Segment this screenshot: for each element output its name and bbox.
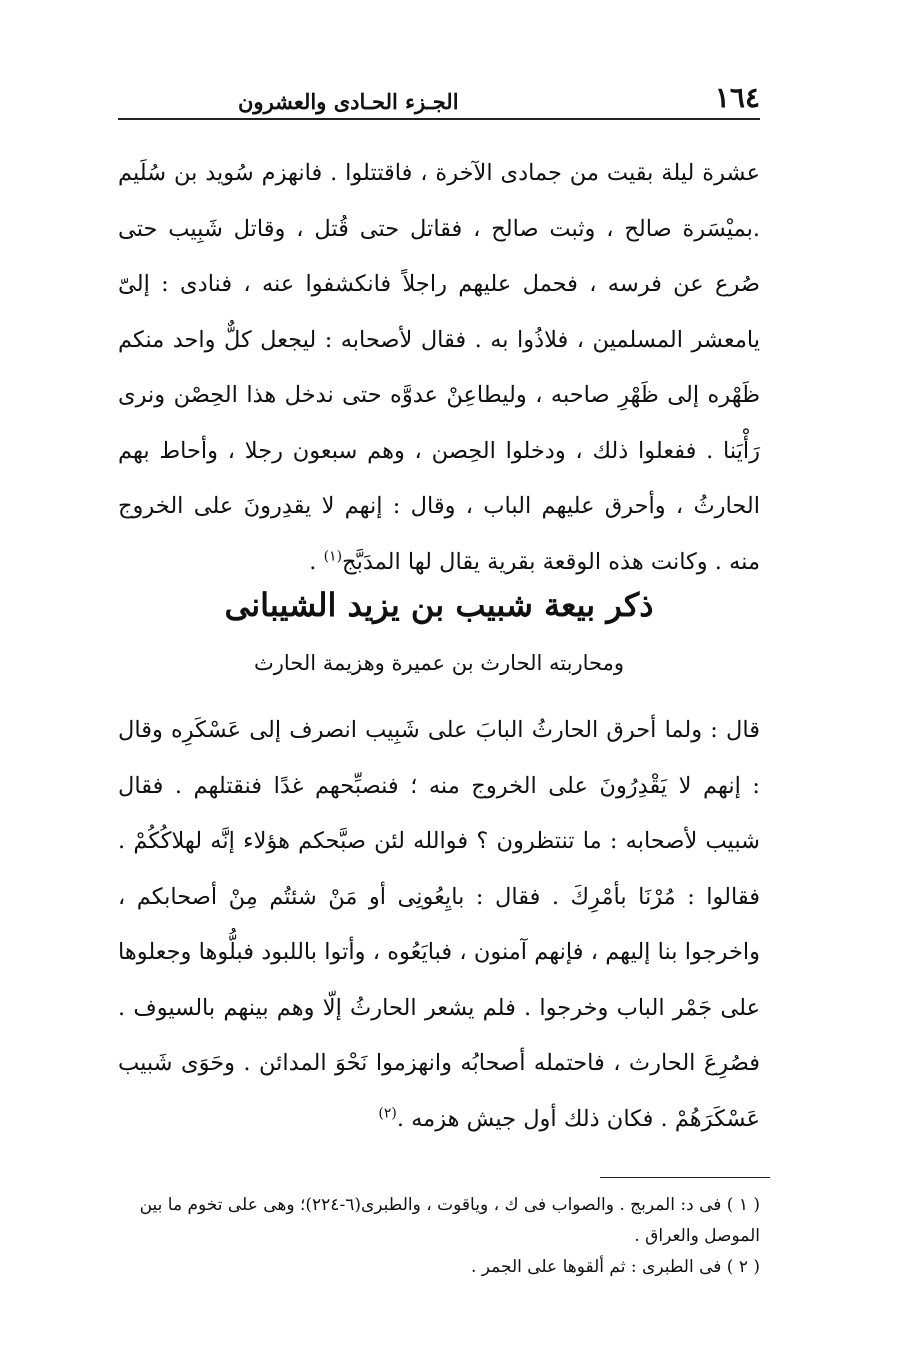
section-subtitle: ومحاربته الحارث بن عميرة وهزيمة الحارث (254, 651, 624, 675)
section-title: ذكر بيعة شبيب بن يزيد الشيبانى (224, 586, 654, 624)
page-header (118, 72, 760, 112)
footnotes (118, 1190, 760, 1283)
paragraph-1-tail: . (309, 548, 324, 575)
footnote-marker-2: (٢) (378, 1105, 397, 1121)
page-number: ١٦٤ (714, 81, 760, 114)
footnote-divider (600, 1177, 770, 1178)
paragraph-2-text: قال : ولما أحرق الحارثُ البابَ على شَبِيب انصرف إلى عَسْكَرِه وقال : إنهم لا يَقْدِرُونَ على الخروج منه ؛ فنصبِّحهم غدًا فنقتلهم . فقال شبيب لأصحابه : ما تنتظرون ؟ فوالله لئن صبَّحكم هؤلاء إنَّه لهلاكُكُمْ . فقالوا : مُرْنَا بأمْرِكَ . فقال : بايِعُونِى أو مَنْ شئتُم مِنْ أصحابكم ، واخرجوا بنا إليهم ، فإنهم آمنون ، فبايَعُوه ، وأتوا باللبود فبلُّوها وجعلوها على جَمْر الباب وخرجوا . فلم يشعر الحارثُ إلّا وهم بينهم بالسيوف . فصُرِعَ الحارث ، فاحتمله أصحابُه وانهزموا نَحْوَ المدائن . وحَوَى شَبيب عَسْكَرَهُمْ . فكان ذلك أول جيش هزمه . (118, 717, 760, 1132)
footnote-1: ( ١ ) فى د: المربج . والصواب فى ك ، وياقوت ، والطبرى(٦-٢٢٤)؛ وهى على تخوم ما بين الموصل والعراق . (139, 1195, 760, 1246)
paragraph-2 (118, 703, 760, 1147)
paragraph-1-text: عشرة ليلة بقيت من جمادى الآخرة ، فاقتتلوا . فانهزم سُويد بن سُلَيم .بميْسَرة صالح ، وثبت صالح ، فقاتل حتى قُتل ، وقاتل شَبِيب حتى صُرع عن فرسه ، فحمل عليهم راجلاً فانكشفوا عنه ، فنادى : إلىّ يامعشر المسلمين ، فلاذُوا به . فقال لأصحابه : ليجعل كلٌّ واحد منكم ظَهْره إلى ظَهْرِ صاحبه ، وليطاعِنْ عدوَّه حتى ندخل هذا الحِصْن ونرى رَأْيَنا . ففعلوا ذلك ، ودخلوا الحِصن ، وهم سبعون رجلا ، وأحاط بهم الحارثُ ، وأحرق عليهم الباب ، وقال : إنهم لا يقدِرونَ على الخروج منه . وكانت هذه الوقعة بقرية يقال لها المدَبَّج (118, 160, 760, 575)
footnote-2: ( ٢ ) فى الطبرى : ثم ألقوها على الجمر . (470, 1257, 760, 1277)
footnote-marker-1: (١) (323, 548, 343, 564)
header-divider (118, 118, 760, 120)
paragraph-1 (118, 146, 760, 590)
running-title: الجـزء الحـادى والعشرون (238, 89, 459, 114)
